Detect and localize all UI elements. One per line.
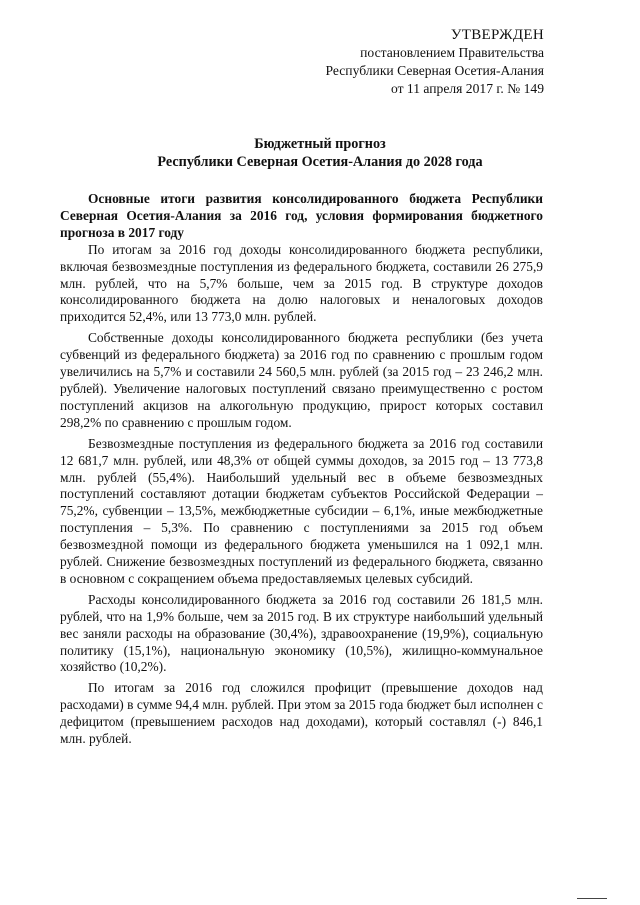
paragraph-revenues: По итогам за 2016 год доходы консолидированного бюджета республики, включая безвозмездные поступления из федерального бюджета, составили 26 275,9 млн. рублей, что на 5,7% больше, чем за 2015 год. В структуре доходов консолидированного бюджета на долю налоговых и неналоговых доходов приходится 52,4%, или 13 773,0 млн. рублей. <box>60 241 543 325</box>
section-heading: Основные итоги развития консолидированного бюджета Республики Северная Осетия-Алания за 2016 год, условия формирования бюджетного прогноза в 2017 году <box>60 191 543 240</box>
approval-line-1: постановлением Правительства <box>360 45 544 60</box>
title-line-1: Бюджетный прогноз <box>254 136 386 152</box>
page-edge-mark <box>577 898 607 899</box>
paragraph-transfers: Безвозмездные поступления из федерального бюджета за 2016 год составили 12 681,7 млн. рублей, или 48,3% от общей суммы доходов, за 2015 год – 13 773,8 млн. рублей (55,4%). Наибольший удельный вес в объеме безвозмездных поступлений составляют дотации бюджетам субъектов Российской Федерации – 75,2%, субвенции – 13,5%, межбюджетные субсидии – 6,1%, иные межбюджетные поступления – 5,3%. По сравнению с поступлениями за 2015 год объем безвозмездной помощи из федерального бюджета уменьшился на 1 092,1 млн. рублей. Снижение безвозмездных поступлений из федерального бюджета, связанно в основном с сокращением объема предоставляемых целевых субсидий. <box>60 435 543 586</box>
document-title <box>60 135 580 171</box>
title-line-2: Республики Северная Осетия-Алания до 2028 года <box>157 154 483 170</box>
approval-line-3: от 11 апреля 2017 г. № 149 <box>390 81 544 96</box>
approval-line-2: Республики Северная Осетия-Алания <box>325 63 544 78</box>
paragraph-expenditures: Расходы консолидированного бюджета за 2016 год составили 26 181,5 млн. рублей, что на 1,9% больше, чем за 2015 год. В их структуре наибольший удельный вес заняли расходы на образование (30,4%), здравоохранение (19,9%), социальную политику (15,1%), национальную экономику (10,5%), жилищно-коммунальное хозяйство (10,2%). <box>60 591 543 675</box>
approval-heading: УТВЕРЖДЕН <box>450 27 544 43</box>
paragraph-own-revenues: Собственные доходы консолидированного бюджета республики (без учета субвенций из федерального бюджета) за 2016 год по сравнению с прошлым годом увеличились на 5,7% и составили 24 560,5 млн. рублей (за 2015 год – 23 246,2 млн. рублей). Увеличение налоговых поступлений связано преимущественно с ростом поступлений акцизов на алкогольную продукцию, прирост которых составил 298,2% по сравнению с прошлым годом. <box>60 330 543 430</box>
approval-stamp <box>326 26 544 98</box>
paragraph-surplus: По итогам за 2016 год сложился профицит (превышение доходов над расходами) в сумме 94,4 млн. рублей. При этом за 2015 года бюджет был исполнен с дефицитом (превышением расходов над доходами), который составлял (-) 846,1 млн. рублей. <box>60 680 543 747</box>
document-body <box>60 191 543 748</box>
